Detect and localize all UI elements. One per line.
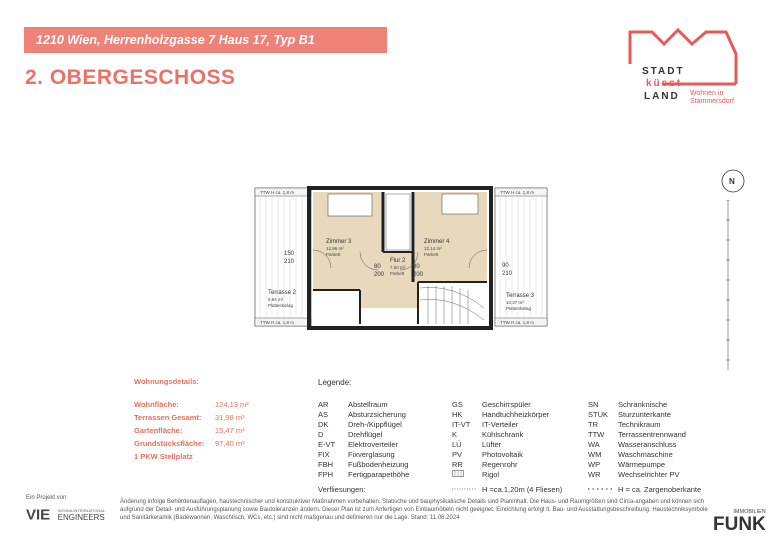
fliesen-dotted-line-icon bbox=[452, 485, 476, 494]
legend-abbr: IT-VT bbox=[452, 420, 471, 429]
legend-text: IT-Verteiler bbox=[482, 420, 519, 429]
staircase bbox=[420, 286, 484, 324]
legend-text: Dreh-/Kippflügel bbox=[348, 420, 402, 429]
legend-abbr: FIX bbox=[318, 450, 330, 459]
vie-engineers-logo bbox=[26, 506, 105, 524]
details-heading: Wohnungsdetails: bbox=[134, 377, 199, 386]
legend-text: Fertigparapethöhe bbox=[348, 470, 410, 479]
legend-abbr: PV bbox=[452, 450, 463, 459]
legend-abbr: RR bbox=[452, 460, 463, 469]
room-floor-flur-2: Parkett bbox=[390, 271, 405, 276]
legend-text: Elektroverteiler bbox=[348, 440, 399, 449]
legend-abbr: E-VT bbox=[318, 440, 336, 449]
funk-top: IMMOBILIEN bbox=[733, 509, 766, 515]
floor-plan bbox=[230, 180, 570, 340]
legend-text: Drehflügel bbox=[348, 430, 383, 439]
room-flur-2 bbox=[360, 252, 418, 308]
dim-width-2: 80 bbox=[374, 264, 381, 270]
legend-abbr: TR bbox=[588, 420, 598, 429]
wardrobe bbox=[386, 194, 410, 250]
detail-value-wohnflaeche: 124,13 m² bbox=[215, 400, 249, 409]
legend-abbr: D bbox=[318, 430, 324, 439]
legend-abbr: K bbox=[452, 430, 458, 439]
legend-text: Geschirrspüler bbox=[482, 400, 531, 409]
legend-text: Schranknische bbox=[618, 400, 668, 409]
room-area-zimmer-4: 12,14 m² bbox=[424, 246, 442, 251]
legend-text: Terrassentrennwand bbox=[618, 430, 686, 439]
vie-brand: VIE bbox=[26, 506, 51, 524]
legend-text: Wärmepumpe bbox=[618, 460, 666, 469]
project-by-label: Ein Projekt von bbox=[26, 495, 67, 501]
legend-text: Fixverglasung bbox=[348, 450, 395, 459]
legend-abbr: WA bbox=[588, 440, 600, 449]
room-floor-zimmer-3: Parkett bbox=[326, 252, 341, 257]
legend-text: Wechselrichter PV bbox=[618, 470, 680, 479]
legend-abbr: WM bbox=[588, 450, 602, 459]
legend-text: Sturzunterkante bbox=[618, 410, 671, 419]
detail-value-garten: 15,47 m² bbox=[215, 426, 245, 435]
detail-value-terrassen: 31,98 m² bbox=[215, 413, 245, 422]
legend-abbr: FBH bbox=[318, 460, 333, 469]
dim-height-4: 210 bbox=[502, 271, 513, 277]
legend-text: Handtuchheizkörper bbox=[482, 410, 550, 419]
legend-text: Rigol bbox=[482, 470, 500, 479]
legend-abbr: FPH bbox=[318, 470, 333, 479]
bed-zimmer-3 bbox=[328, 194, 372, 216]
room-area-flur-2: 7,50 m² bbox=[390, 265, 406, 270]
stadt-kuesst-land-logo bbox=[622, 24, 742, 114]
zargen-dotted-line-icon bbox=[588, 485, 612, 494]
legend-abbr: TTW bbox=[588, 430, 605, 439]
dim-height-1: 210 bbox=[284, 259, 295, 265]
room-area-terrasse-3: 10,37 m² bbox=[506, 300, 524, 305]
detail-label-grundstueck: Grundstücksfläche: bbox=[134, 439, 205, 448]
legend-text: Technikraum bbox=[618, 420, 661, 429]
logo-sub2: Stammersdorf bbox=[690, 98, 734, 105]
legend-abbr: SN bbox=[588, 400, 599, 409]
compass-icon bbox=[720, 168, 746, 194]
logo-line3: LAND bbox=[644, 91, 680, 102]
detail-parking: 1 PKW Stellplatz bbox=[134, 452, 193, 461]
room-name-terrasse-3: Terrasse 3 bbox=[506, 293, 535, 299]
legend-abbr: AS bbox=[318, 410, 329, 419]
fliesen-note: H =ca.1,20m (4 Fliesen) bbox=[482, 485, 563, 494]
vie-top: VIENNA INTERNATIONAL bbox=[57, 507, 106, 513]
legend-heading: Legende: bbox=[318, 378, 352, 387]
logo-line2: küsst bbox=[646, 78, 683, 89]
rigol-icon bbox=[452, 470, 464, 479]
legend-abbr: AR bbox=[318, 400, 329, 409]
room-name-zimmer-3: Zimmer 3 bbox=[326, 239, 352, 245]
legend-text: Fußbodenheizung bbox=[348, 460, 409, 469]
logo-sub1: Wohnen in bbox=[690, 90, 724, 97]
legend-text: Absturzsicherung bbox=[348, 410, 406, 419]
room-name-zimmer-4: Zimmer 4 bbox=[424, 239, 450, 245]
detail-label-garten: Gartenfläche: bbox=[134, 426, 183, 435]
legend-abbr: LÜ bbox=[452, 440, 462, 449]
ttw-label-bottom-right: TTW H ca. 1,8 m bbox=[500, 320, 535, 325]
legend-abbr: WR bbox=[588, 470, 601, 479]
bed-zimmer-4 bbox=[442, 194, 478, 214]
legend-abbr: WP bbox=[588, 460, 601, 469]
room-name-flur-2: Flur 2 bbox=[390, 258, 406, 264]
verfliesungen-label: Verfliesungen: bbox=[318, 485, 366, 494]
room-name-terrasse-2: Terrasse 2 bbox=[268, 290, 297, 296]
dim-height-2: 200 bbox=[374, 272, 385, 278]
immobilien-funk-logo bbox=[713, 509, 766, 535]
dim-height-3: 200 bbox=[413, 272, 424, 278]
ttw-label-top-right: TTW H ca. 1,8 m bbox=[500, 190, 535, 195]
room-area-terrasse-2: 8,84 m² bbox=[268, 297, 284, 302]
logo-line1: STADT bbox=[642, 66, 685, 77]
dim-width-4: 90 bbox=[502, 263, 509, 269]
ttw-label-bottom-left: TTW H ca. 1,8 m bbox=[260, 320, 295, 325]
legend-abbr: STUK bbox=[588, 410, 609, 419]
room-floor-terrasse-2: Plattenbelag bbox=[268, 303, 294, 308]
compass bbox=[720, 168, 746, 199]
scale-bar bbox=[724, 200, 740, 385]
floor-title: 2. OBERGESCHOSS bbox=[25, 66, 236, 89]
footer-disclaimer: Änderung infolge Behördenauflagen, haustechnischer und konstruktiver Maßnahmen vorbehalten. Statische und bauphysikalische Details sind Planinhalt. Die Haus- und Raumgrößen sind Circa-angaben und können sich aufgrund der Detail- und Ausführungsplanung sowie Bautoleranzen ändern. Dieser Plan ist zum Anfertigen von Einbaumöbeln nicht geeignet. Einrichtung erfolgt lt. Bau- und Ausstattungsbeschreibung. Haustechniksymbole und Sanitärkeramik (Badewannen, Waschtisch, WCs, etc.) sind nicht maßgenau und definieren nur die Lage. Stand: 11.06.2024 bbox=[120, 499, 708, 521]
detail-value-grundstueck: 97,40 m² bbox=[215, 439, 245, 448]
vie-bottom: ENGINEERS bbox=[57, 512, 105, 522]
legend-text: Lüfter bbox=[482, 440, 502, 449]
room-floor-zimmer-4: Parkett bbox=[424, 252, 439, 257]
legend-text: Abstellraum bbox=[348, 400, 388, 409]
legend-abbr: DK bbox=[318, 420, 329, 429]
funk-brand: FUNK bbox=[713, 514, 766, 535]
legend-text: Waschmaschine bbox=[618, 450, 673, 459]
legend-abbr: GS bbox=[452, 400, 463, 409]
room-floor-terrasse-3: Plattenbelag bbox=[506, 306, 532, 311]
legend-abbr: HK bbox=[452, 410, 463, 419]
zargen-note: H = ca. Zargenoberkante bbox=[618, 485, 702, 494]
dim-width-3: 80 bbox=[413, 264, 420, 270]
ttw-label-top-left: TTW H ca. 1,8 m bbox=[260, 190, 295, 195]
legend-text: Kühlschrank bbox=[482, 430, 524, 439]
legend-text: Regenrohr bbox=[482, 460, 518, 469]
address-banner: 1210 Wien, Herrenholzgasse 7 Haus 17, Typ B1 bbox=[24, 27, 387, 53]
detail-label-wohnflaeche: Wohnfläche: bbox=[134, 400, 179, 409]
legend-text: Wasseranschluss bbox=[618, 440, 677, 449]
dim-width-1: 150 bbox=[284, 251, 295, 257]
legend-text: Photovoltaik bbox=[482, 450, 523, 459]
room-area-zimmer-3: 12,96 m² bbox=[326, 246, 344, 251]
detail-label-terrassen: Terrassen Gesamt: bbox=[134, 413, 202, 422]
compass-label: N bbox=[729, 177, 735, 186]
